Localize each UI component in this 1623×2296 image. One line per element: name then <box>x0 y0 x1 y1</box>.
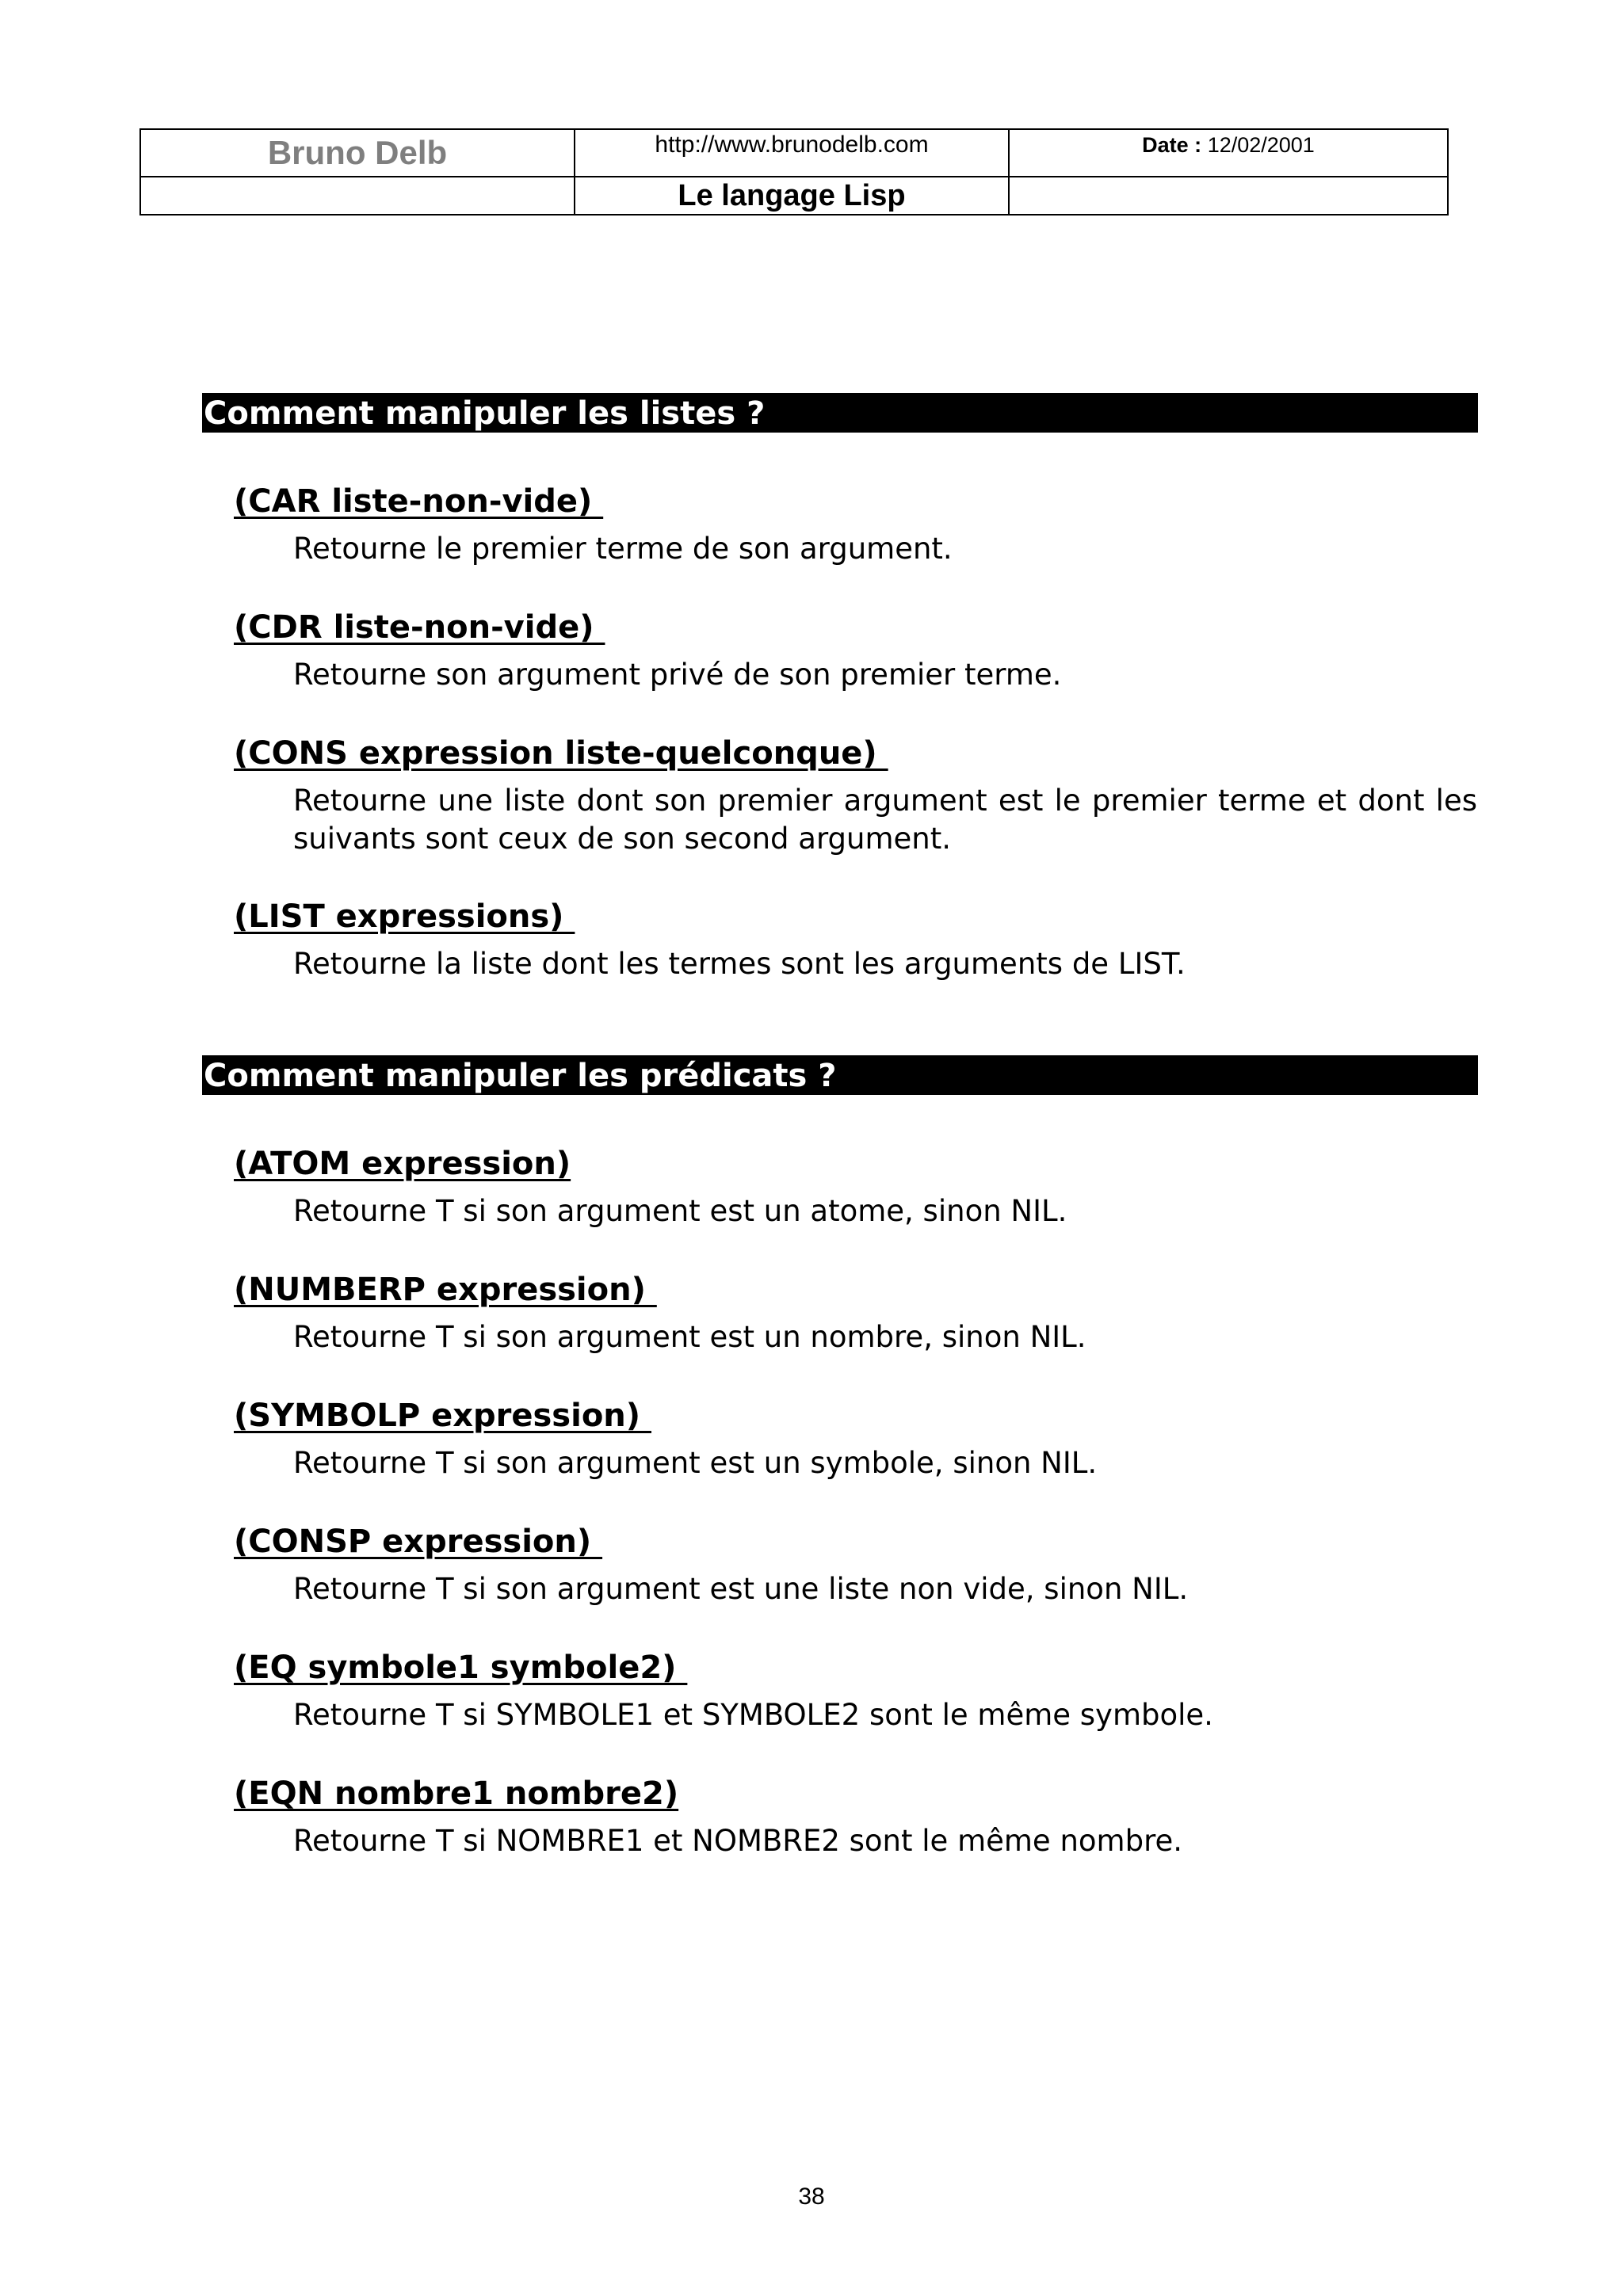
function-description: Retourne une liste dont son premier argument est le premier terme et dont les suivants sont ceux de son second argument. <box>293 784 1477 856</box>
function-description: Retourne T si son argument est une liste non vide, sinon NIL. <box>293 1572 1189 1606</box>
date-value: 12/02/2001 <box>1207 133 1315 157</box>
function-description: Retourne T si SYMBOLE1 et SYMBOLE2 sont le même symbole. <box>293 1698 1213 1732</box>
entry-atom <box>234 1143 1478 1230</box>
header-empty-right <box>1009 177 1448 215</box>
function-signature: (NUMBERP expression) <box>234 1272 657 1308</box>
entry-list <box>234 896 1478 983</box>
entry-car <box>234 481 1478 568</box>
function-description: Retourne la liste dont les termes sont les arguments de LIST. <box>293 947 1186 981</box>
function-description: Retourne T si NOMBRE1 et NOMBRE2 sont le même nombre. <box>293 1824 1182 1858</box>
entry-cdr <box>234 607 1478 694</box>
date-cell <box>1009 129 1448 177</box>
section-heading-predicats: Comment manipuler les prédicats ? <box>202 1055 1478 1095</box>
document-title: Le langage Lisp <box>575 177 1009 215</box>
entry-cons <box>234 733 1478 858</box>
page-number: 38 <box>798 2183 825 2210</box>
entry-eqn <box>234 1773 1478 1860</box>
function-signature: (EQ symbole1 symbole2) <box>234 1650 688 1686</box>
page-header <box>139 128 1449 215</box>
website-url: http://www.brunodelb.com <box>575 129 1009 177</box>
function-description: Retourne T si son argument est un symbole, sinon NIL. <box>293 1446 1098 1480</box>
function-signature: (SYMBOLP expression) <box>234 1398 651 1434</box>
section-heading-listes: Comment manipuler les listes ? <box>202 393 1478 433</box>
date-label: Date : <box>1142 133 1202 157</box>
function-description: Retourne T si son argument est un nombre, sinon NIL. <box>293 1320 1086 1354</box>
function-signature: (ATOM expression) <box>234 1146 571 1182</box>
entry-numberp <box>234 1269 1478 1356</box>
function-signature: (CAR liste-non-vide) <box>234 483 604 520</box>
function-signature: (EQN nombre1 nombre2) <box>234 1775 679 1812</box>
function-signature: (CONSP expression) <box>234 1524 603 1560</box>
entry-symbolp <box>234 1395 1478 1482</box>
header-empty-left <box>140 177 575 215</box>
function-signature: (CDR liste-non-vide) <box>234 609 605 646</box>
entry-eq <box>234 1647 1478 1734</box>
function-description: Retourne T si son argument est un atome, sinon NIL. <box>293 1194 1067 1228</box>
function-description: Retourne son argument privé de son premier terme. <box>293 658 1062 692</box>
author-name: Bruno Delb <box>140 129 575 177</box>
entry-consp <box>234 1521 1478 1608</box>
function-signature: (LIST expressions) <box>234 898 575 935</box>
function-description: Retourne le premier terme de son argument. <box>293 532 953 566</box>
function-signature: (CONS expression liste-quelconque) <box>234 735 888 772</box>
